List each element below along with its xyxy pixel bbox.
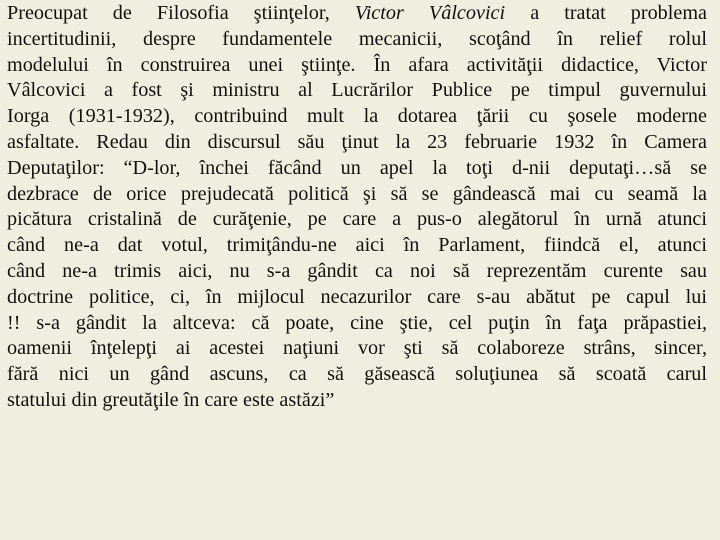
text-line: picătura cristalină de curăţenie, pe care a pus-o alegătorul în urnă atunci bbox=[7, 208, 707, 231]
text-line: când ne-a trimis aici, nu s-a gândit ca noi să reprezentăm curente sau bbox=[7, 259, 707, 282]
text-line: Deputaţilor: “D-lor, închei făcând un apel la toţi d-nii deputaţi…să se bbox=[7, 156, 707, 179]
line-text: Preocupat de Filosofia ştiinţelor, bbox=[7, 2, 355, 24]
text-line: când ne-a dat votul, trimiţându-ne aici în Parlament, fiindcă el, atunci bbox=[7, 234, 707, 257]
person-name: Victor Vâlcovici bbox=[354, 2, 506, 24]
text-line: !! s-a gândit la altceva: că poate, cine ştie, cel puţin în faţa prăpastiei, bbox=[7, 311, 707, 334]
text-line: asfaltate. Redau din discursul său ţinut la 23 februarie 1932 în Camera bbox=[7, 130, 707, 153]
text-line: incertitudinii, despre fundamentele mecanicii, scoţând în relief rolul bbox=[7, 27, 707, 50]
text-line bbox=[7, 1, 707, 27]
text-line: Vâlcovici a fost şi ministru al Lucrărilor Publice pe timpul guvernului bbox=[7, 79, 707, 102]
text-line: doctrine politice, ci, în mijlocul necazurilor care s-au abătut pe capul lui bbox=[7, 285, 707, 308]
text-line: modelului în construirea unei ştiinţe. În afara activităţii didactice, Victor bbox=[7, 53, 707, 76]
body-paragraph bbox=[7, 1, 707, 414]
text-line: fără nici un gând ascuns, ca să găsească soluţiunea să scoată carul bbox=[7, 363, 707, 386]
document-page bbox=[7, 1, 707, 414]
text-line: Iorga (1931-1932), contribuind mult la dotarea ţării cu şosele moderne bbox=[7, 105, 707, 128]
line-text: a tratat problema bbox=[505, 2, 708, 24]
text-line: oamenii înţelepţi ai acestei naţiuni vor şti să colaboreze strâns, sincer, bbox=[7, 337, 707, 360]
text-line: statului din greutăţile în care este astăzi” bbox=[7, 388, 335, 411]
text-line: dezbrace de orice prejudecată politică şi să se gândească mai cu seamă la bbox=[7, 182, 707, 205]
